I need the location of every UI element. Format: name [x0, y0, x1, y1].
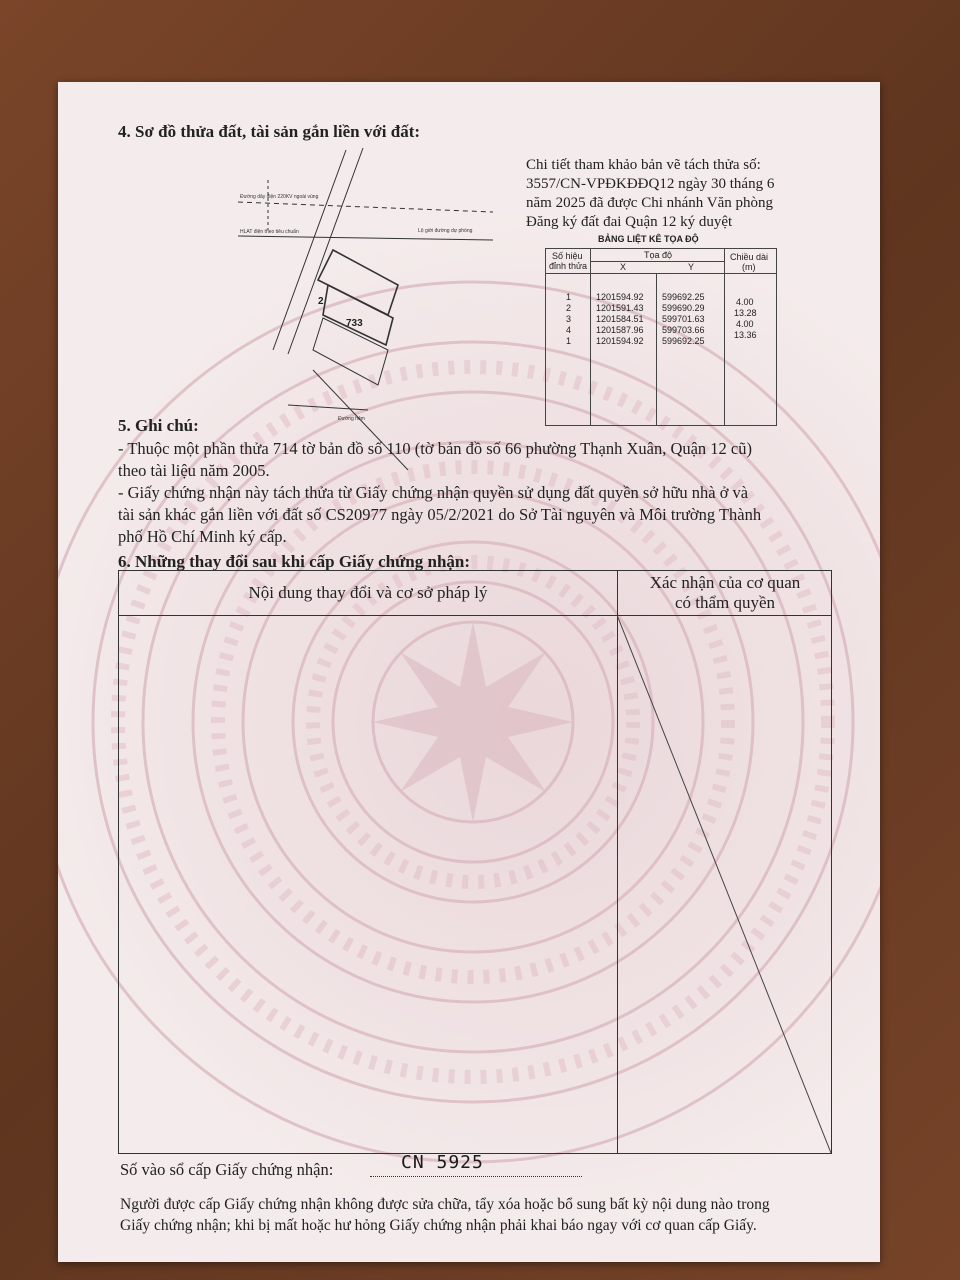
length-3: 4.00 — [736, 319, 754, 329]
reference-line: Chi tiết tham khảo bản vẽ tách thửa số: — [526, 157, 761, 173]
register-label: Số vào sổ cấp Giấy chứng nhận: — [120, 1160, 334, 1179]
table-row: 3 1201584.51 599701.63 — [566, 314, 705, 324]
col-authority-line2: có thẩm quyền — [674, 593, 776, 612]
parcel-number: 733 — [346, 318, 363, 329]
length-2: 13.28 — [734, 308, 757, 318]
coordinate-table — [545, 248, 777, 426]
col-length-header: Chiều dài — [730, 252, 769, 262]
reference-text — [526, 156, 826, 232]
col-y-header: Y — [688, 262, 695, 272]
footer-notice — [120, 1194, 860, 1236]
length-1: 4.00 — [736, 297, 754, 307]
vertex-2-label: 2 — [318, 296, 324, 307]
table-row: 1 1201594.92 599692.25 — [566, 336, 705, 346]
note-line: tài sản khác gắn liền với đất số CS20977 ngày 05/2/2021 do Sở Tài nguyên và Môi trường Thành — [118, 505, 762, 524]
section-4-heading: 4. Sơ đồ thửa đất, tài sản gắn liền với đất: — [118, 122, 421, 141]
reference-line: 3557/CN-VPĐKĐĐQ12 ngày 30 tháng 6 — [526, 176, 775, 192]
reference-line: năm 2025 đã được Chi nhánh Văn phòng — [526, 195, 774, 211]
col-authority-confirmation — [619, 571, 831, 615]
footer-line: Người được cấp Giấy chứng nhận không được sửa chữa, tẩy xóa hoặc bổ sung bất kỳ nội dung nào trong — [120, 1196, 770, 1213]
table-row: 4 1201587.96 599703.66 — [566, 325, 705, 335]
changes-table-header — [119, 571, 831, 616]
note-line: - Thuộc một phần thửa 714 tờ bản đồ số 110 (tờ bản đồ số 66 phường Thạnh Xuân, Quận 12 cũ) — [118, 439, 753, 458]
authority-cell — [617, 615, 831, 1153]
coord-table-title: BẢNG LIỆT KÊ TỌA ĐỘ — [598, 234, 699, 244]
register-number: CN 5925 — [401, 1152, 484, 1173]
section-5-heading: 5. Ghi chú: — [118, 416, 199, 435]
note-line: theo tài liệu năm 2005. — [118, 461, 270, 480]
length-4: 13.36 — [734, 330, 757, 340]
col-authority-line1: Xác nhận của cơ quan — [649, 573, 801, 592]
note-line: - Giấy chứng nhận này tách thửa từ Giấy chứng nhận quyền sử dụng đất quyền sở hữu nhà ở và — [118, 483, 749, 502]
certificate-page — [58, 82, 880, 1262]
col-length-unit: (m) — [742, 262, 756, 272]
section-6-heading: 6. Những thay đổi sau khi cấp Giấy chứng nhận: — [118, 552, 471, 571]
line-label-3: Lộ giới đường dự phòng — [418, 228, 473, 234]
changes-table — [118, 570, 832, 1154]
col-changes-content: Nội dung thay đổi và cơ sở pháp lý — [248, 583, 488, 602]
plot-diagram — [228, 140, 528, 470]
notes-block — [118, 438, 858, 548]
table-row: 1 1201594.92 599692.25 — [566, 292, 705, 302]
footer-line: Giấy chứng nhận; khi bị mất hoặc hư hỏng Giấy chứng nhận phải khai báo ngay với cơ quan cấp Giấy. — [120, 1217, 757, 1234]
col-point-header-2: đỉnh thửa — [549, 261, 588, 271]
line-label-1: Đường dây điện 220KV ngoài vùng — [240, 194, 319, 200]
reference-line: Đăng ký đất đai Quận 12 ký duyệt — [526, 214, 733, 230]
road-label: Đường hẻm — [338, 416, 365, 422]
line-label-2: HLAT điện theo tiêu chuẩn — [240, 229, 299, 235]
col-x-header: X — [620, 262, 627, 272]
col-point-header: Số hiệu — [552, 251, 583, 261]
table-row: 2 1201591.43 599690.29 — [566, 303, 705, 313]
note-line: phố Hồ Chí Minh ký cấp. — [118, 527, 287, 546]
col-coord-header: Tọa độ — [644, 250, 673, 260]
